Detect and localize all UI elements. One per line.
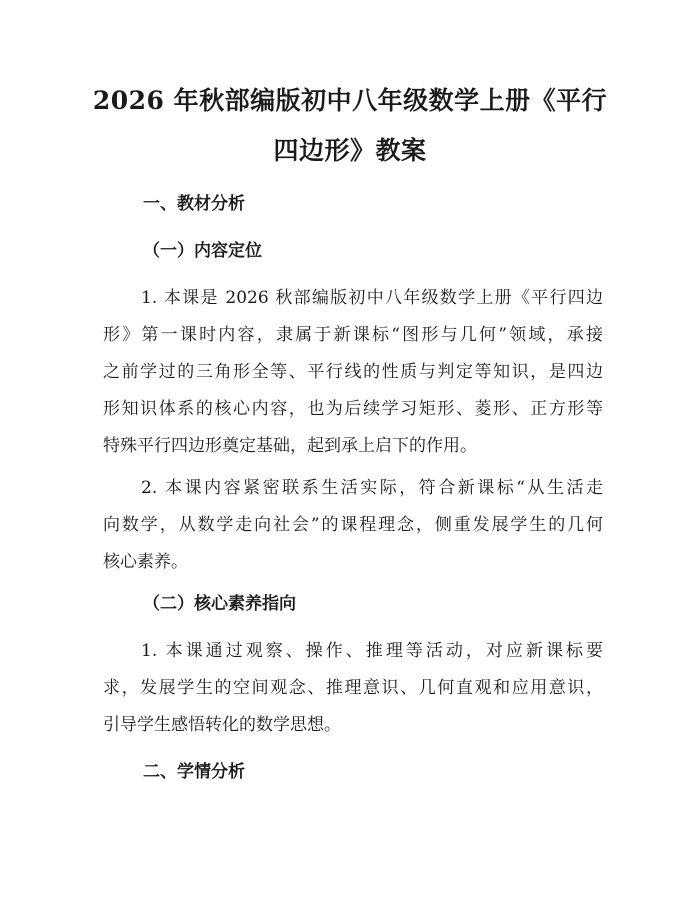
- document-title-line-2: 四边形》教案: [273, 136, 427, 165]
- section-heading-student-analysis: 二、学情分析: [143, 762, 245, 782]
- paragraph-line: 核心素养。: [103, 552, 188, 572]
- paragraph-core-literacy-1: [103, 633, 603, 744]
- paragraph-line: 求，发展学生的空间观念、推理意识、几何直观和应用意识，: [103, 678, 603, 698]
- paragraph-line: 2. 本课内容紧密联系生活实际，符合新课标“从生活走: [141, 478, 603, 498]
- section-heading-textbook-analysis: 一、教材分析: [143, 194, 245, 214]
- paragraph-line: 向数学，从数学走向社会”的课程理念，侧重发展学生的几何: [103, 515, 603, 535]
- subsection-heading-content-positioning: （一）内容定位: [143, 241, 262, 261]
- paragraph-line: 引导学生感悟转化的数学思想。: [103, 715, 341, 735]
- paragraph-line: 1. 本课通过观察、操作、推理等活动，对应新课标要: [141, 641, 603, 661]
- paragraph-line: 1. 本课是 2026 秋部编版初中八年级数学上册《平行四边: [141, 288, 603, 308]
- paragraph-line: 形》第一课时内容，隶属于新课标“图形与几何”领域，承接: [103, 325, 603, 345]
- paragraph-content-positioning-2: [103, 470, 603, 581]
- document-title-line-1: 2026 年秋部编版初中八年级数学上册《平行: [92, 86, 608, 115]
- paragraph-content-positioning-1: [103, 280, 603, 465]
- paragraph-line: 之前学过的三角形全等、平行线的性质与判定等知识，是四边: [103, 362, 603, 382]
- paragraph-line: 特殊平行四边形奠定基础，起到承上启下的作用。: [103, 436, 477, 456]
- subsection-heading-core-literacy: （二）核心素养指向: [143, 594, 296, 614]
- paragraph-line: 形知识体系的核心内容，也为后续学习矩形、菱形、正方形等: [103, 399, 603, 419]
